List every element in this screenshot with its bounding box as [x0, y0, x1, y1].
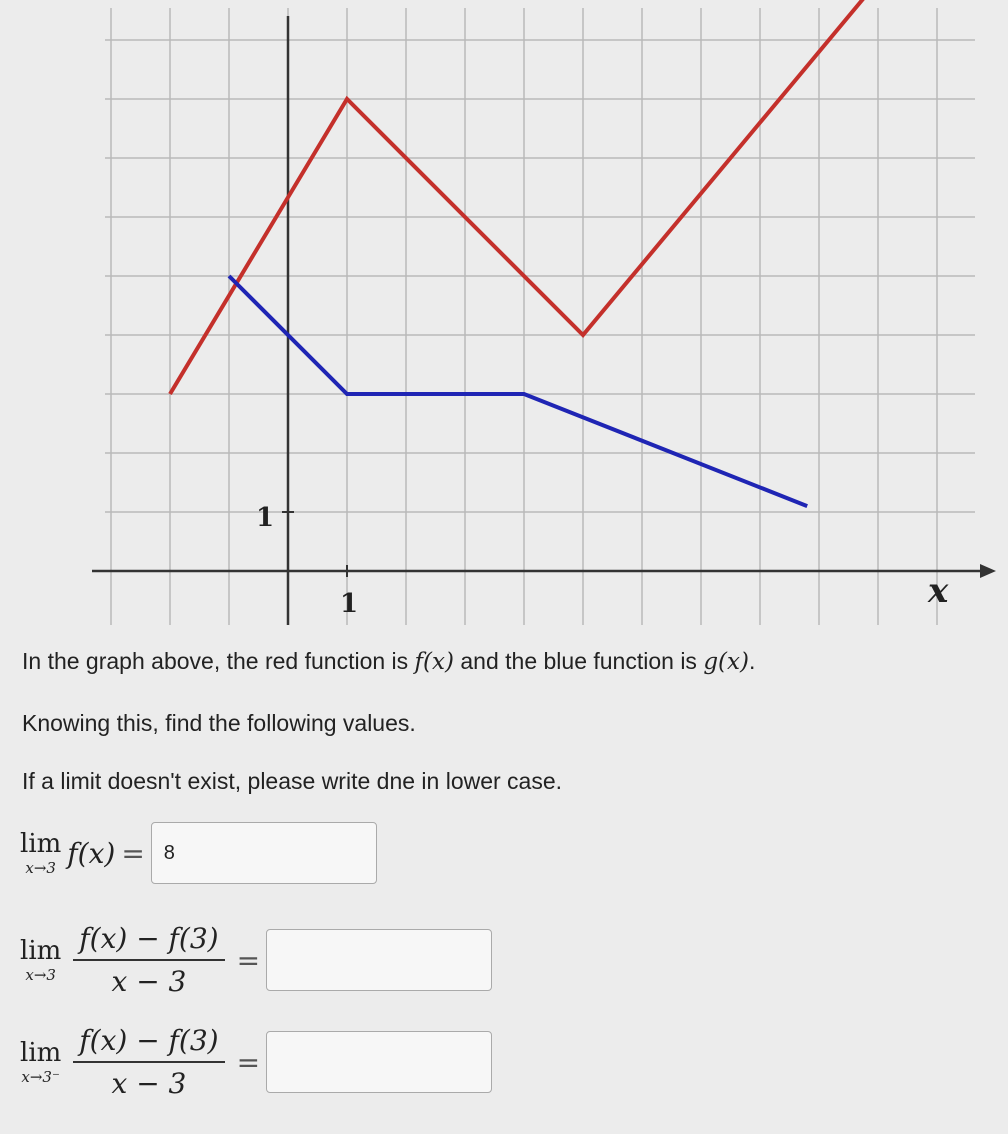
- answer-input-1[interactable]: [151, 822, 377, 884]
- denominator: x − 3: [111, 965, 187, 998]
- x-axis-label: x: [928, 571, 949, 611]
- numerator: f(x) − f(3): [73, 922, 224, 961]
- intro-g: g(x): [703, 649, 749, 675]
- lim-subscript: x→3: [25, 966, 56, 984]
- answer-input-3[interactable]: [266, 1031, 492, 1093]
- limit-operator: [20, 829, 61, 877]
- knowing-text: Knowing this, find the following values.: [22, 710, 416, 736]
- lim-word: lim: [20, 936, 62, 966]
- intro-f: f(x): [414, 649, 454, 675]
- denominator: x − 3: [111, 1067, 187, 1100]
- equals-sign: =: [121, 836, 145, 870]
- x-tick-label: 1: [340, 589, 359, 619]
- difference-quotient: [73, 922, 224, 998]
- limit-expression: f(x): [67, 836, 116, 870]
- lim-subscript: x→3: [25, 859, 56, 877]
- lim-word: lim: [20, 829, 62, 859]
- lim-word: lim: [20, 1038, 62, 1068]
- question-3: [20, 1024, 492, 1100]
- equals-sign: =: [236, 943, 261, 977]
- numerator: f(x) − f(3): [73, 1024, 224, 1063]
- lim-subscript: x→3⁻: [21, 1068, 60, 1086]
- dne-note: If a limit doesn't exist, please write dne in lower case.: [22, 768, 563, 794]
- axes: [92, 16, 996, 625]
- question-1: [20, 822, 377, 884]
- x-axis-arrow: [980, 564, 996, 578]
- intro-text: [22, 648, 755, 675]
- limit-operator: [20, 1038, 61, 1086]
- grid-lines: [105, 8, 975, 625]
- equals-sign: =: [236, 1045, 261, 1079]
- limit-operator: [20, 936, 61, 984]
- difference-quotient: [73, 1024, 224, 1100]
- intro-pre: In the graph above, the red function is: [22, 648, 415, 674]
- blue-function-line: [229, 276, 807, 506]
- y-tick-label: 1: [256, 503, 275, 533]
- intro-mid: and the blue function is: [453, 648, 704, 674]
- intro-end: .: [748, 648, 756, 674]
- answer-input-2[interactable]: [266, 929, 492, 991]
- question-2: [20, 922, 492, 998]
